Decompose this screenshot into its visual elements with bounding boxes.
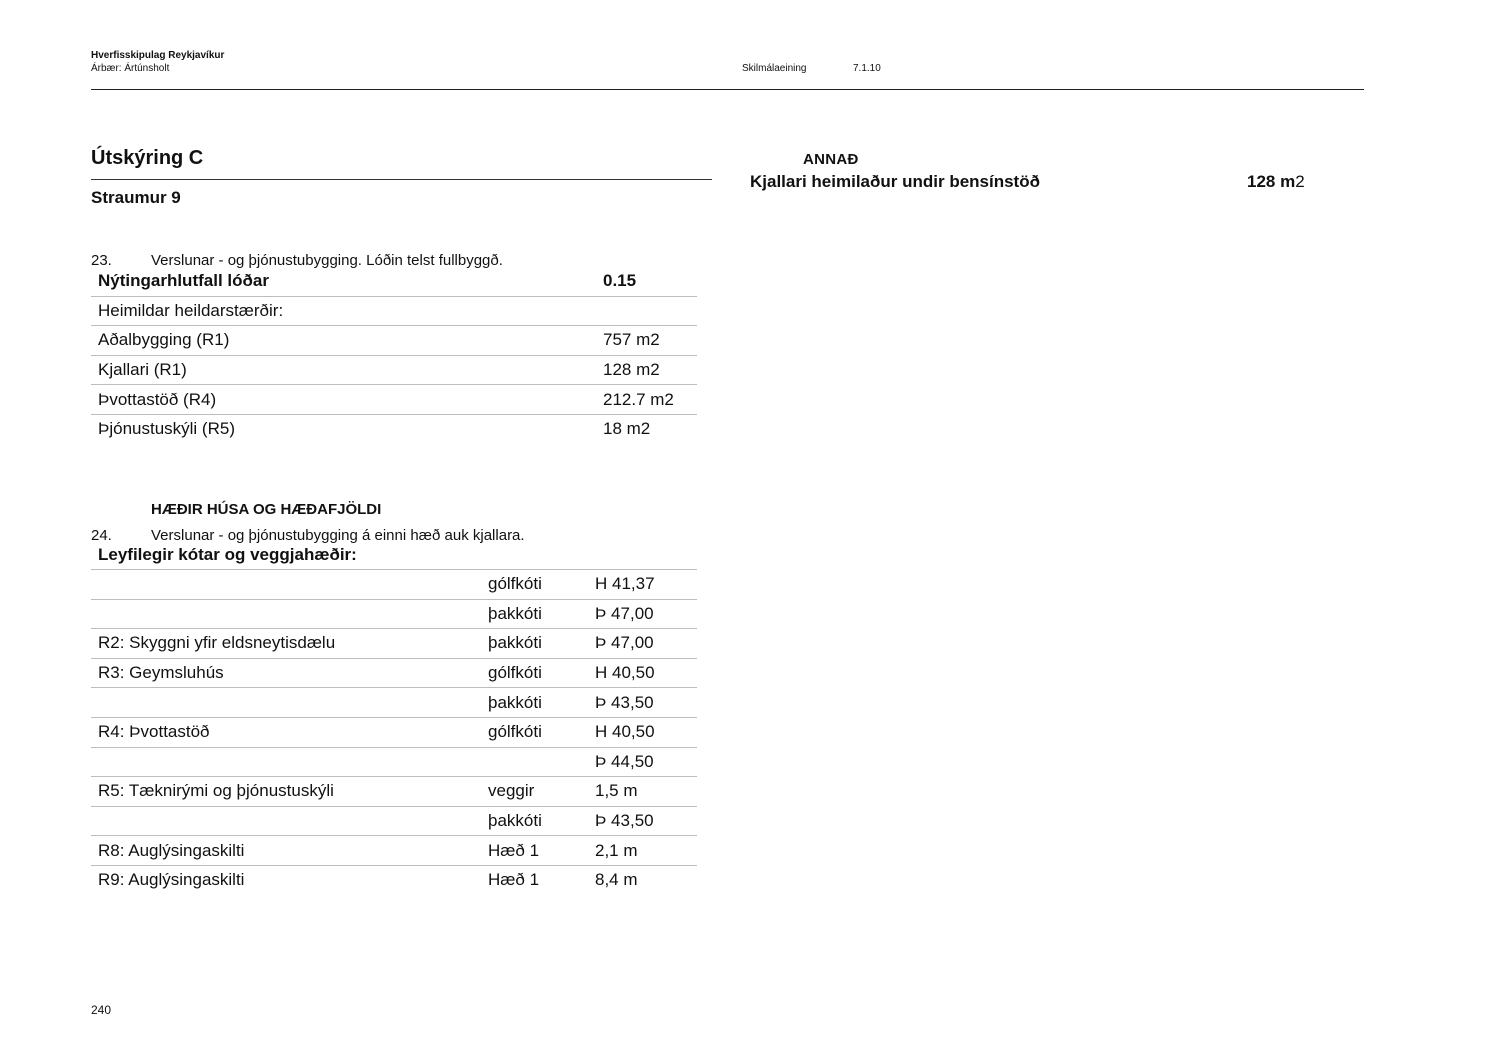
section-code: 7.1.10 [853, 63, 881, 74]
header-divider [91, 89, 1364, 90]
utilization-value: 0.15 [603, 267, 697, 296]
table-row [91, 688, 697, 718]
row-label: Heimildar heildarstærðir: [91, 296, 603, 326]
table-row [91, 865, 697, 894]
table-row [91, 267, 697, 296]
basement-area-value [1247, 172, 1305, 192]
row-label [91, 599, 488, 629]
row-type: þakkóti [488, 599, 595, 629]
row-value: 8,4 m [595, 870, 638, 890]
row-label: R8: Auglýsingaskilti [91, 836, 488, 866]
row-label [91, 688, 488, 718]
row-label: Þjónustuskýli (R5) [98, 419, 235, 439]
section-heading: Útskýring C [91, 147, 204, 169]
row-type: þakkóti [488, 629, 595, 659]
document-title: Hverfisskipulag Reykjavíkur [91, 50, 225, 61]
document-subtitle: Árbær: Ártúnsholt [91, 63, 170, 74]
table-row [91, 629, 697, 659]
row-value: 128 m2 [603, 355, 697, 385]
row-type: gólfkóti [488, 717, 595, 747]
table-row [91, 717, 697, 747]
table-row [91, 599, 697, 629]
table-row [91, 658, 697, 688]
row-value: Þ 44,50 [595, 747, 697, 777]
area-table [91, 267, 697, 444]
row-value: Þ 47,00 [595, 629, 697, 659]
row-value: 18 m2 [603, 419, 651, 439]
table-row [91, 326, 697, 356]
heights-table [91, 570, 697, 895]
row-label [91, 570, 488, 599]
row-value: 757 m2 [603, 326, 697, 356]
row-type: gólfkóti [488, 570, 595, 599]
table-row [91, 806, 697, 836]
row-type: gólfkóti [488, 658, 595, 688]
row-type: þakkóti [488, 806, 595, 836]
row-value: Þ 43,50 [595, 806, 697, 836]
row-type: þakkóti [488, 688, 595, 718]
table-row [91, 747, 697, 777]
item-24-number: 24. [91, 527, 112, 544]
item-23-text: Verslunar - og þjónustubygging. Lóðin telst fullbyggð. [151, 252, 503, 269]
section-divider [91, 179, 712, 180]
row-value: 212.7 m2 [603, 385, 697, 415]
row-value: 2,1 m [595, 836, 697, 866]
table-row [91, 777, 697, 807]
row-type [488, 747, 595, 777]
other-heading: ANNAÐ [803, 151, 859, 168]
item-24-text: Verslunar - og þjónustubygging á einni hæð auk kjallara. [151, 527, 525, 544]
row-value: H 40,50 [595, 717, 697, 747]
basement-area-value-tail: 2 [1295, 172, 1305, 191]
table-row [91, 570, 697, 599]
basement-permission-text: Kjallari heimilaður undir bensínstöð [750, 172, 1040, 191]
table-row [91, 414, 697, 443]
section-label: Skilmálaeining [742, 63, 807, 74]
section-subheading: Straumur 9 [91, 188, 181, 207]
row-label [91, 747, 488, 777]
heights-table-title: Leyfilegir kótar og veggjahæðir: [98, 545, 357, 564]
row-type: veggir [488, 777, 595, 807]
row-label: Þvottastöð (R4) [91, 385, 603, 415]
heights-table-header [91, 545, 697, 570]
table-row [91, 296, 697, 326]
row-label: R5: Tæknirými og þjónustuskýli [91, 777, 488, 807]
table-row [91, 385, 697, 415]
row-type: Hæð 1 [488, 836, 595, 866]
row-value: H 41,37 [595, 570, 697, 599]
row-label: R4: Þvottastöð [91, 717, 488, 747]
heights-heading: HÆÐIR HÚSA OG HÆÐAFJÖLDI [151, 501, 382, 518]
row-label: R2: Skyggni yfir eldsneytisdælu [91, 629, 488, 659]
row-value: H 40,50 [595, 658, 697, 688]
row-value: 1,5 m [595, 777, 697, 807]
row-value: Þ 43,50 [595, 688, 697, 718]
table-row [91, 355, 697, 385]
basement-area-value-bold: 128 m [1247, 172, 1296, 191]
row-type: Hæð 1 [488, 870, 540, 890]
item-23-number: 23. [91, 252, 112, 269]
table-row [91, 836, 697, 866]
row-value [603, 296, 697, 326]
row-label: R3: Geymsluhús [91, 658, 488, 688]
row-label [91, 806, 488, 836]
row-label: Aðalbygging (R1) [91, 326, 603, 356]
page-number: 240 [91, 1003, 112, 1017]
row-label: Kjallari (R1) [91, 355, 603, 385]
row-value: Þ 47,00 [595, 599, 697, 629]
row-label: R9: Auglýsingaskilti [98, 870, 245, 890]
utilization-label: Nýtingarhlutfall lóðar [91, 267, 603, 296]
